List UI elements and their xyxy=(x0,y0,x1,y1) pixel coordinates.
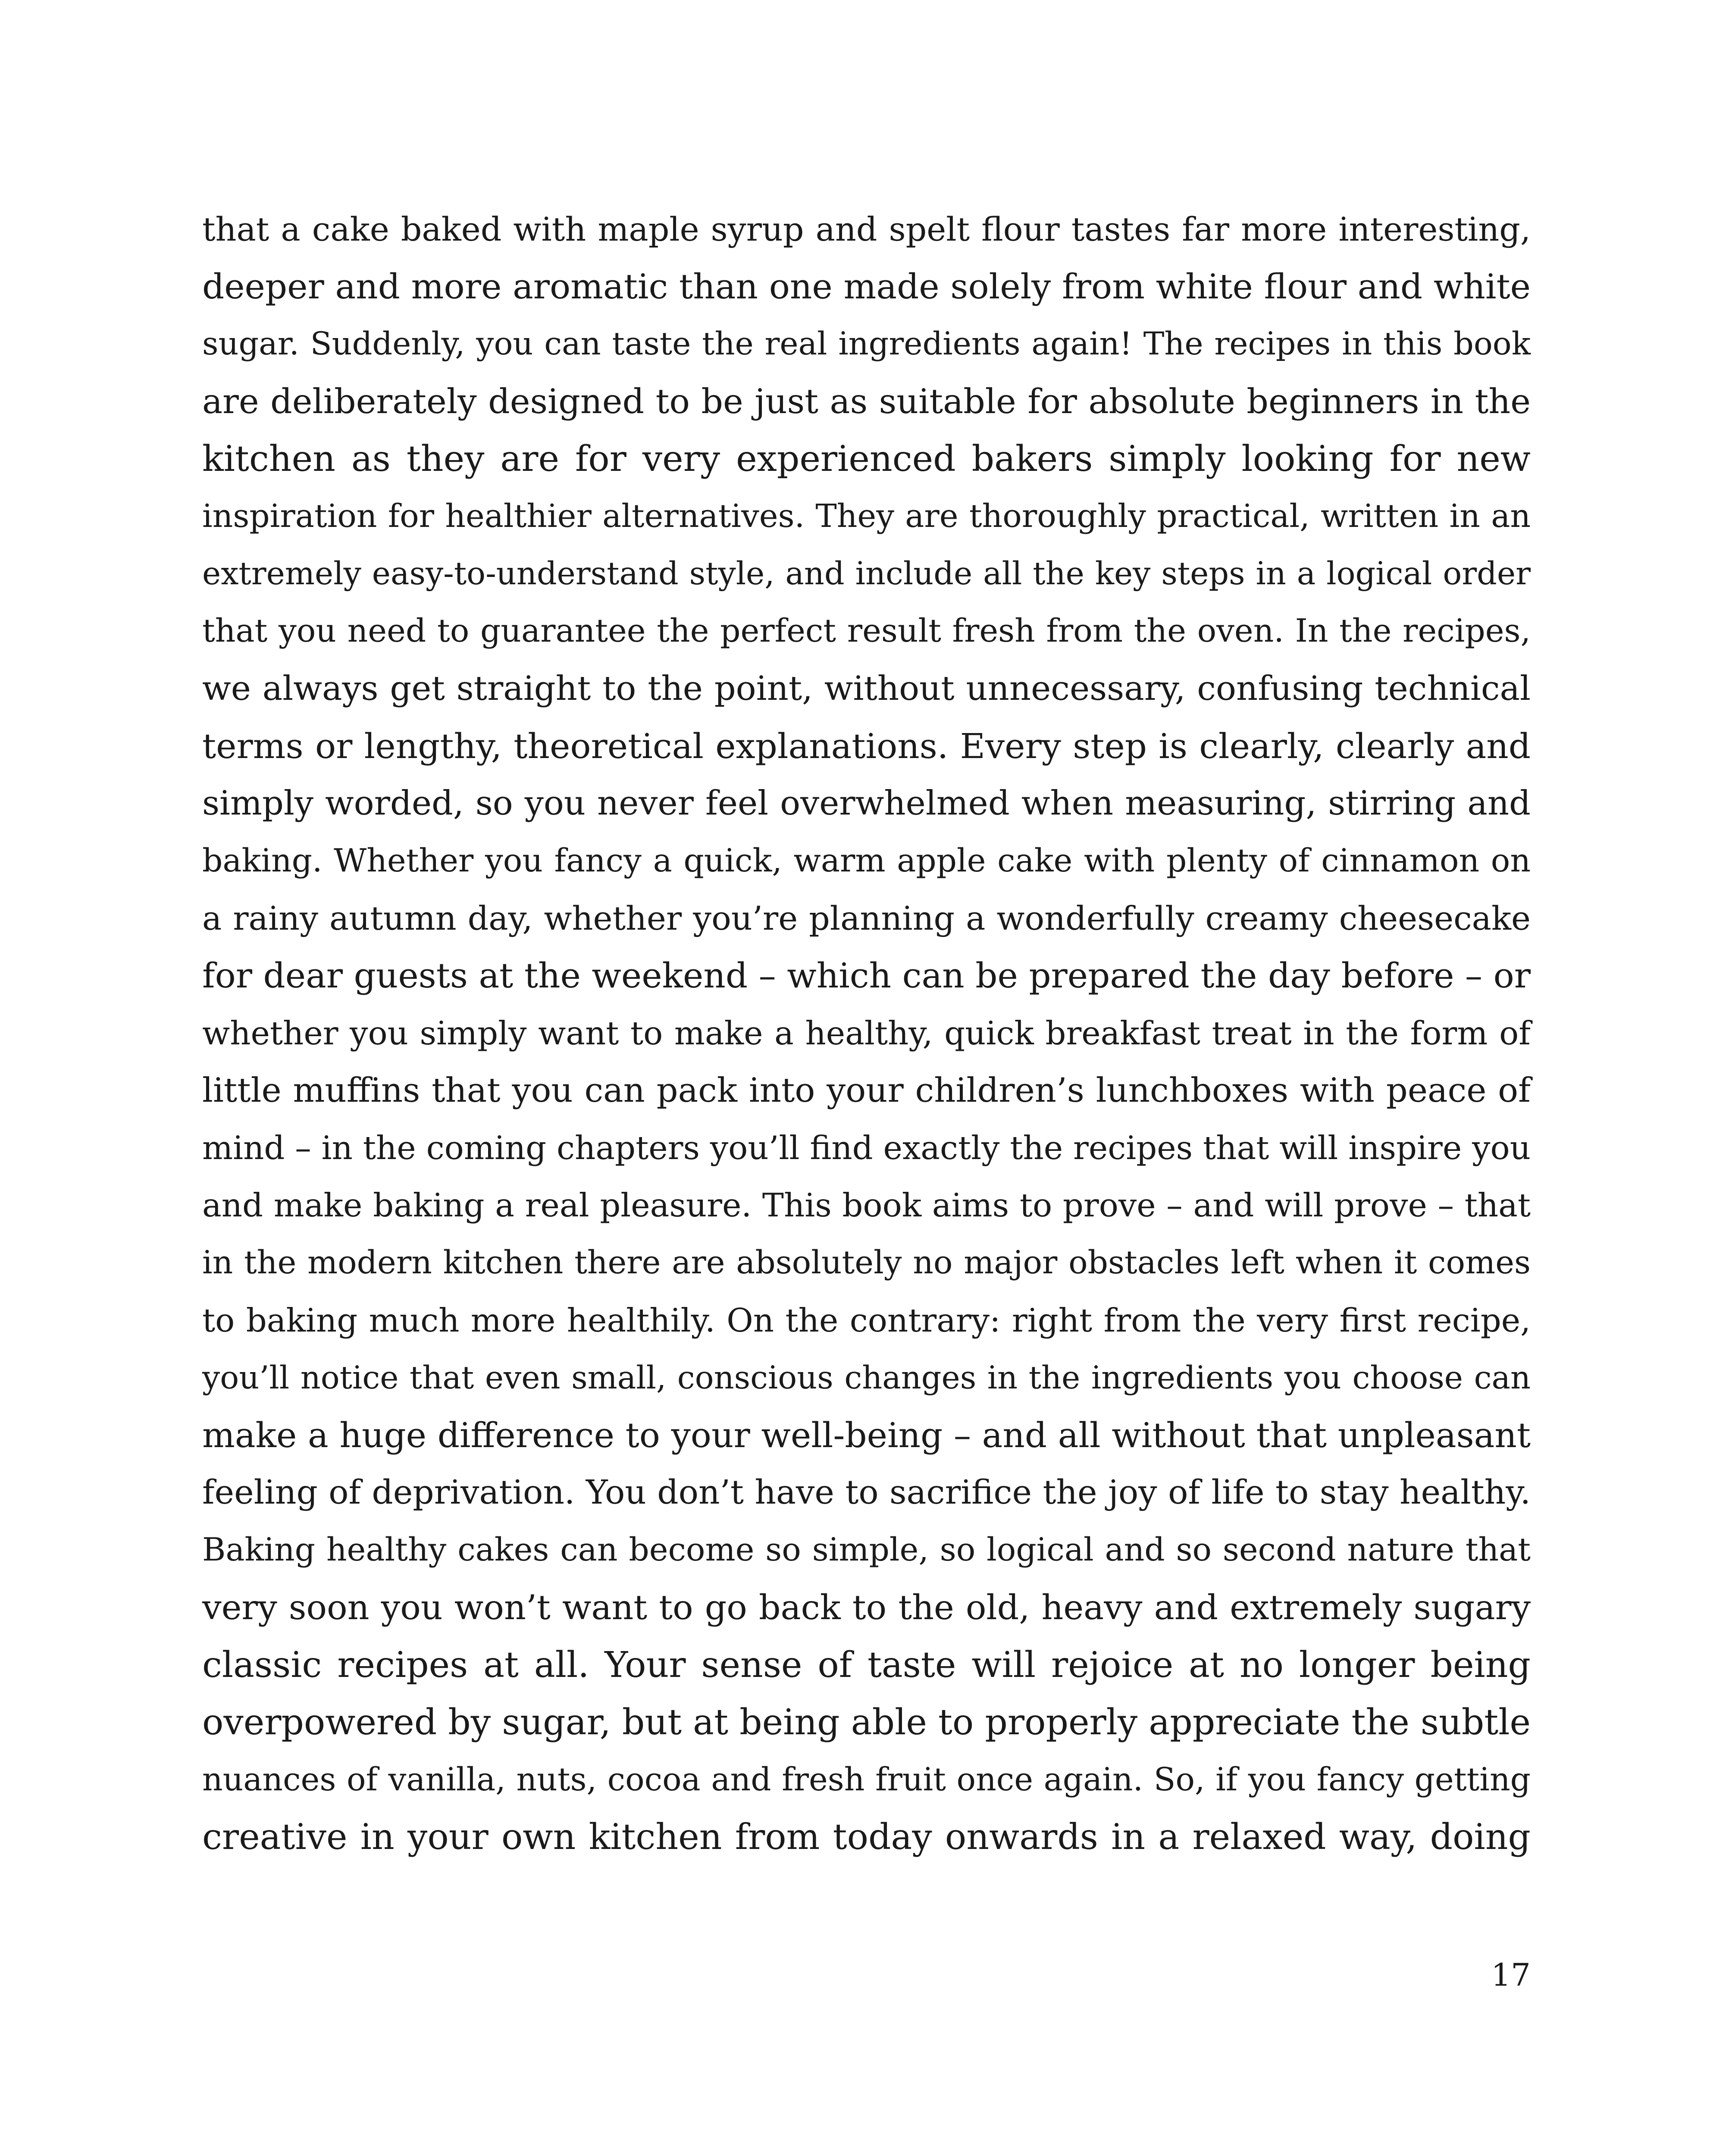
text-line xyxy=(202,775,1531,832)
text-line xyxy=(202,1521,1531,1579)
text-line-content: feeling of deprivation. You don’t have to sacrifice the joy of life to stay healthy. xyxy=(202,1473,1531,1512)
text-line xyxy=(202,890,1531,947)
text-line-content: creative in your own kitchen from today onwards in a relaxed way, doing xyxy=(202,1817,1531,1858)
text-line-content: whether you simply want to make a healthy, quick breakfast treat in the form of xyxy=(202,1014,1531,1052)
text-line-content: simply worded, so you never feel overwhelmed when measuring, stirring and xyxy=(202,783,1531,823)
text-line xyxy=(202,1234,1531,1291)
text-line xyxy=(202,1119,1531,1177)
text-line-content: in the modern kitchen there are absolutely no major obstacles left when it comes xyxy=(202,1244,1531,1282)
text-line-content: extremely easy-to-understand style, and include all the key steps in a logical order xyxy=(202,555,1531,592)
text-line-content: classic recipes at all. Your sense of taste will rejoice at no longer being xyxy=(202,1644,1531,1686)
text-line-content: sugar. Suddenly, you can taste the real ingredients again! The recipes in this book xyxy=(202,326,1531,363)
text-line xyxy=(202,1407,1531,1464)
text-line xyxy=(202,1005,1531,1062)
text-line xyxy=(202,660,1531,718)
text-line xyxy=(202,1694,1531,1751)
text-line-content: for dear guests at the weekend – which can be prepared the day before – or xyxy=(202,956,1531,996)
text-line-content: overpowered by sugar, but at being able to properly appreciate the subtle xyxy=(202,1702,1531,1743)
text-line-content: you’ll notice that even small, conscious changes in the ingredients you choose can xyxy=(202,1359,1531,1396)
text-line xyxy=(202,1177,1531,1234)
text-line xyxy=(202,1579,1531,1636)
text-line xyxy=(202,488,1531,545)
text-line-content: terms or lengthy, theoretical explanations. Every step is clearly, clearly and xyxy=(202,726,1531,766)
text-line-content: that you need to guarantee the perfect result fresh from the oven. In the recipes, xyxy=(202,612,1531,650)
text-line-content: deeper and more aromatic than one made solely from white flour and white xyxy=(202,266,1531,307)
text-line xyxy=(202,1062,1531,1119)
text-line-content: baking. Whether you fancy a quick, warm apple cake with plenty of cinnamon on xyxy=(202,842,1531,880)
text-line-content: make a huge difference to your well-being – and all without that unpleasant xyxy=(202,1415,1531,1455)
text-line xyxy=(202,1464,1531,1521)
text-line-content: and make baking a real pleasure. This book aims to prove – and will prove – that xyxy=(202,1186,1531,1225)
body-paragraph xyxy=(202,201,1531,1866)
text-line-content: to baking much more healthily. On the contrary: right from the very first recipe, xyxy=(202,1301,1531,1339)
page-number: 17 xyxy=(1491,1957,1531,1993)
text-line-content: kitchen as they are for very experienced bakers simply looking for new xyxy=(202,438,1531,479)
text-line-content: little muffins that you can pack into your children’s lunchboxes with peace of xyxy=(202,1071,1531,1110)
text-line xyxy=(202,1349,1531,1407)
text-line xyxy=(202,315,1531,373)
text-line xyxy=(202,1808,1531,1866)
text-line-content: that a cake baked with maple syrup and spelt flour tastes far more interesting, xyxy=(202,210,1531,248)
text-line xyxy=(202,430,1531,488)
text-line-content: inspiration for healthier alternatives. They are thoroughly practical, written in an xyxy=(202,497,1531,535)
text-line-content: we always get straight to the point, without unnecessary, confusing technical xyxy=(202,669,1531,708)
text-line xyxy=(202,1751,1531,1808)
text-line xyxy=(202,1636,1531,1694)
text-line-content: Baking healthy cakes can become so simple, so logical and so second nature that xyxy=(202,1531,1531,1569)
text-line-content: very soon you won’t want to go back to the old, heavy and extremely sugary xyxy=(202,1587,1531,1627)
text-line-content: nuances of vanilla, nuts, cocoa and fresh fruit once again. So, if you fancy getting xyxy=(202,1761,1531,1799)
text-line xyxy=(202,602,1531,660)
text-line xyxy=(202,373,1531,430)
text-line xyxy=(202,545,1531,602)
text-line xyxy=(202,201,1531,258)
text-line-content: are deliberately designed to be just as suitable for absolute beginners in the xyxy=(202,381,1531,421)
text-line xyxy=(202,832,1531,890)
text-line xyxy=(202,718,1531,775)
text-line-content: mind – in the coming chapters you’ll find exactly the recipes that will inspire you xyxy=(202,1129,1531,1167)
text-line xyxy=(202,1292,1531,1349)
text-line-content: a rainy autumn day, whether you’re planning a wonderfully creamy cheesecake xyxy=(202,899,1531,938)
text-line xyxy=(202,947,1531,1004)
text-line xyxy=(202,258,1531,315)
